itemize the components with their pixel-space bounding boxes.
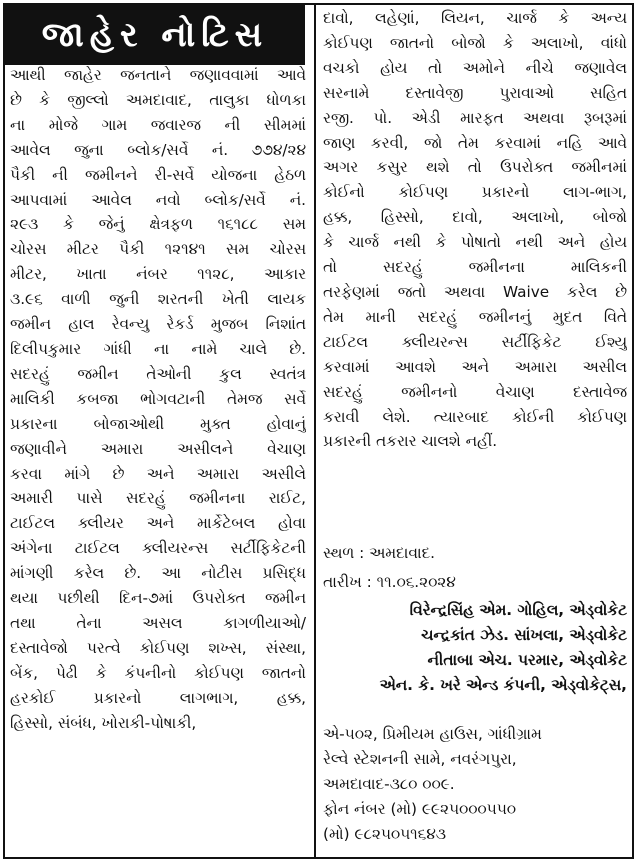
body-text-line: છે કે જીલ્લો અમદાવાદ, તાલુકા ધોળકા [10,90,306,109]
notice-body-left-column [10,63,306,735]
advocate-name-line: ચન્દ્રકાંત ઝેડ. સાંખલા, એડ્વોકેટ [421,626,627,644]
body-text-line: સદરહું જમીનનો વેચાણ દસ્તાવેજ [323,382,627,401]
body-text-line: આવેલ જુના બ્લોક/સર્વે નં. ૭૭૪/૨૪ [10,140,306,159]
address-line: રેલ્વે સ્ટેશનની સામે, નવરંગપુરા, [323,750,517,768]
body-text-line: પૈકી ની જમીનને રી-સર્વે યોજના હેઠળ [10,165,306,184]
body-text-line: જમીન હાલ રેવન્યુ રેકર્ડ મુજબ નિશાંત [10,315,306,334]
body-text-line: ના મોજે ગામ જવારજ ની સીમમાં [10,115,306,134]
body-text-line: હિસ્સો, સંબંધ, ખોરાકી-પોષાકી, [10,713,197,732]
advocate-name-line: વિરેન્દ્રસિંહ એમ. ગોહિલ, એડ્વોકેટ [409,601,627,619]
body-text-line: તેમ માની સદરહું જમીનનું મુદત વિતે [323,307,627,326]
body-text-line: ચોરસ મીટર પૈકી ૧૨૧૪૧ સમ ચોરસ [10,240,306,259]
body-text-line: ૨૯૩ કે જેનું ક્ષેત્રફળ ૧૬૧૮૮ સમ [10,215,306,234]
body-text-line: હક્ક, હિસ્સો, દાવો, અલાખો, બોજો [323,208,627,227]
body-text-line: કરાવી લેશે. ત્યારબાદ કોઈની કોઈપણ [323,407,627,426]
address-line: એ-૫૦૨, પ્રિમીયમ હાઉસ, ગાંધીગ્રામ [323,725,542,743]
date-line [323,570,627,595]
notice-title [5,5,305,65]
advocates-block [323,598,627,698]
body-text-line: તથા તેના અસલ કાગળીયાઓ/ [10,613,306,632]
address-line: ફોન નંબર (મો) ૯૯૨૫૦૦૦૫૫૦ [323,800,516,818]
place-text: સ્થળ : અમદાવાદ. [323,544,436,562]
body-text-line: સદરહું જમીન તેઓની કુલ સ્વતંત્ર [10,364,306,383]
body-text-line: બેંક, પેઢી કે કંપનીનો કોઈપણ જાતનો [10,663,306,682]
body-text-line: કરવા માંગે છે અને અમારા અસીલે [10,464,306,483]
body-text-line: થયા પછીથી દિન-૭માં ઉપરોક્ત જમીન [10,589,306,608]
body-text-line: ટાઈટલ ક્લીયરન્સ સર્ટીફિકેટ ઈશ્યુ [323,332,627,351]
body-text-line: અંગેના ટાઈટલ ક્લીયરન્સ સર્ટીફિકેટની [10,539,306,558]
body-text-line: કરવામાં આવશે અને અમારા અસીલ [323,357,627,376]
body-text-line: દાવો, લહેણાં, લિયન, ચાર્જ કે અન્ય [323,9,627,27]
body-text-line: મીટર, ખાતા નંબર ૧૧૨૮, આકાર [10,265,306,284]
date-text: તારીખ : ૧૧.૦૬.૨૦૨૪ [323,573,456,591]
body-text-line: અમારી પાસે સદરહું જમીનના રાઈટ, [10,489,306,508]
body-text-line: તો સદરહું જમીનના માલિકની [323,258,627,277]
advocate-name-line: નીતાબા એચ. પરમાર, એડ્વોકેટ [427,651,627,669]
body-text-line: રજી. પો. એડી મારફત અથવા રૂબરૂમાં [323,108,627,127]
column-divider [314,3,316,859]
body-text-line: તરફેણમાં જતો અથવા Waive કરેલ છે [323,282,627,301]
notice-body-right-column [323,6,627,454]
body-text-line: હરકોઈ પ્રકારનો લાગભાગ, હક્ક, [10,688,306,707]
address-line: (મો) ૯૮૨૫૦૫૧૬૪૩ [323,825,446,843]
advocate-name-line: એન. કે. ખરે એન્ડ કંપની, એડ્વોકેટ્સ, [379,676,627,694]
body-text-line: સરનામે દસ્તાવેજી પુરાવાઓ સહિત [323,83,627,102]
body-text-line: માલિકી કબજા ભોગવટાની તેમજ સર્વે [10,389,306,408]
body-text-line: વચકો હોય તો અમોને નીચે જણાવેલ [323,58,627,77]
body-text-line: પ્રકારના બોજાઓથી મુક્ત હોવાનું [10,414,306,433]
body-text-line: કોઈપણ જાતનો બોજો કે અલાખો, વાંધો [323,33,627,52]
body-text-line: અગર કસુર થશે તો ઉપરોક્ત જમીનમાં [323,158,627,177]
body-text-line: કે ચાર્જ નથી કે પોષાતો નથી અને હોય [323,233,627,252]
address-line: અમદાવાદ-૩૮૦ ૦૦૯. [323,775,455,793]
body-text-line: ટાઈટલ ક્લીયર અને માર્કેટેબલ હોવા [10,514,306,533]
body-text-line: પ્રકારની તકરાર ચાલશે નહીં. [323,432,498,451]
body-text-line: દિલીપકુમાર ગાંધી ના નામે ચાલે છે. [10,339,306,358]
body-text-line: માંગણી કરેલ છે. આ નોટીસ પ્રસિદ્ધ [10,564,306,583]
body-text-line: આપવામાં આવેલ નવો બ્લોક/સર્વે નં. [10,190,306,209]
place-line [323,541,627,566]
body-text-line: કોઈનો કોઈપણ પ્રકારનો લાગ-ભાગ, [323,183,627,202]
body-text-line: ૩.૯૬ વાળી જુની શરતની ખેતી લાયક [10,290,306,309]
body-text-line: જાણ કરવી, જો તેમ કરવામાં નહિ આવે [323,133,627,152]
notice-title-text: જાહેર નોટિસ [41,15,269,55]
body-text-line: દસ્તાવેજો પરત્વે કોઈપણ શખ્સ, સંસ્થા, [10,638,306,657]
body-text-line: જણાવીને અમારા અસીલને વેચાણ [10,439,306,458]
body-text-line: આથી જાહેર જનતાને જણાવવામાં આવે [10,66,306,84]
address-block [323,722,627,847]
